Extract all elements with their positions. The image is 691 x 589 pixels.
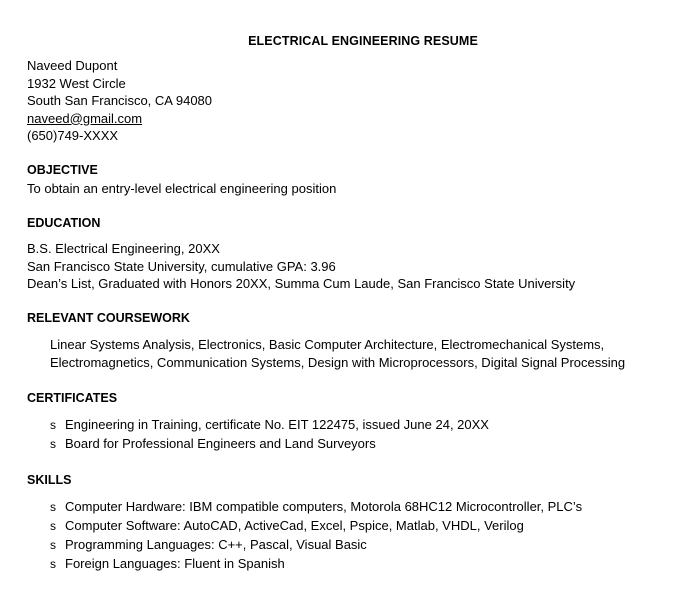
coursework-heading-block (27, 310, 190, 328)
education-university: San Francisco State University, cumulative GPA: 3.96 (27, 258, 336, 274)
contact-email-link[interactable]: naveed@gmail.com (27, 110, 143, 126)
skills-heading: SKILLS (27, 473, 72, 487)
education-heading-block (27, 215, 100, 233)
contact-name: Naveed Dupont (27, 58, 118, 73)
skill-item-text: Computer Software: AutoCAD, ActiveCad, Excel, Pspice, Matlab, VHDL, Verilog (65, 518, 524, 533)
certificate-item-text: Board for Professional Engineers and Land Surveyors (65, 436, 376, 451)
coursework-line-2: Electromagnetics, Communication Systems, Design with Microprocessors, Digital Signal Processing (50, 354, 626, 370)
list-item (50, 497, 582, 516)
list-item (50, 415, 489, 434)
bullet-icon: s (50, 557, 56, 571)
coursework-line-1: Linear Systems Analysis, Electronics, Basic Computer Architecture, Electromechanical Systems, (50, 337, 605, 352)
objective-text: To obtain an entry-level electrical engineering position (27, 180, 337, 196)
skills-heading-block (27, 472, 71, 490)
list-item (50, 434, 489, 453)
coursework-section (50, 336, 625, 371)
education-honors: Dean’s List, Graduated with Honors 20XX, Summa Cum Laude, San Francisco State University (27, 276, 576, 291)
contact-street: 1932 West Circle (27, 75, 126, 91)
bullet-icon: s (50, 519, 56, 533)
certificates-list (50, 415, 489, 453)
certificates-heading: CERTIFICATES (27, 391, 118, 405)
contact-city: South San Francisco, CA 94080 (27, 93, 213, 108)
list-item (50, 554, 582, 573)
certificates-heading-block (27, 390, 117, 408)
document-title: ELECTRICAL ENGINEERING RESUME (248, 34, 478, 48)
objective-section (27, 162, 336, 197)
skill-item-text: Programming Languages: C++, Pascal, Visual Basic (65, 537, 367, 552)
education-section (27, 240, 575, 293)
bullet-icon: s (50, 418, 56, 432)
bullet-icon: s (50, 437, 56, 451)
contact-info (27, 57, 212, 145)
list-item (50, 516, 582, 535)
skill-item-text: Foreign Languages: Fluent in Spanish (65, 556, 285, 571)
certificate-item-text: Engineering in Training, certificate No. EIT 122475, issued June 24, 20XX (65, 417, 489, 432)
contact-phone: (650)749-XXXX (27, 128, 119, 143)
skills-list (50, 497, 582, 573)
list-item (50, 535, 582, 554)
bullet-icon: s (50, 538, 56, 552)
coursework-heading: RELEVANT COURSEWORK (27, 311, 190, 325)
bullet-icon: s (50, 500, 56, 514)
education-degree: B.S. Electrical Engineering, 20XX (27, 241, 220, 256)
skill-item-text: Computer Hardware: IBM compatible computers, Motorola 68HC12 Microcontroller, PLC’s (65, 499, 583, 514)
objective-heading: OBJECTIVE (27, 163, 98, 177)
education-heading: EDUCATION (27, 216, 101, 230)
